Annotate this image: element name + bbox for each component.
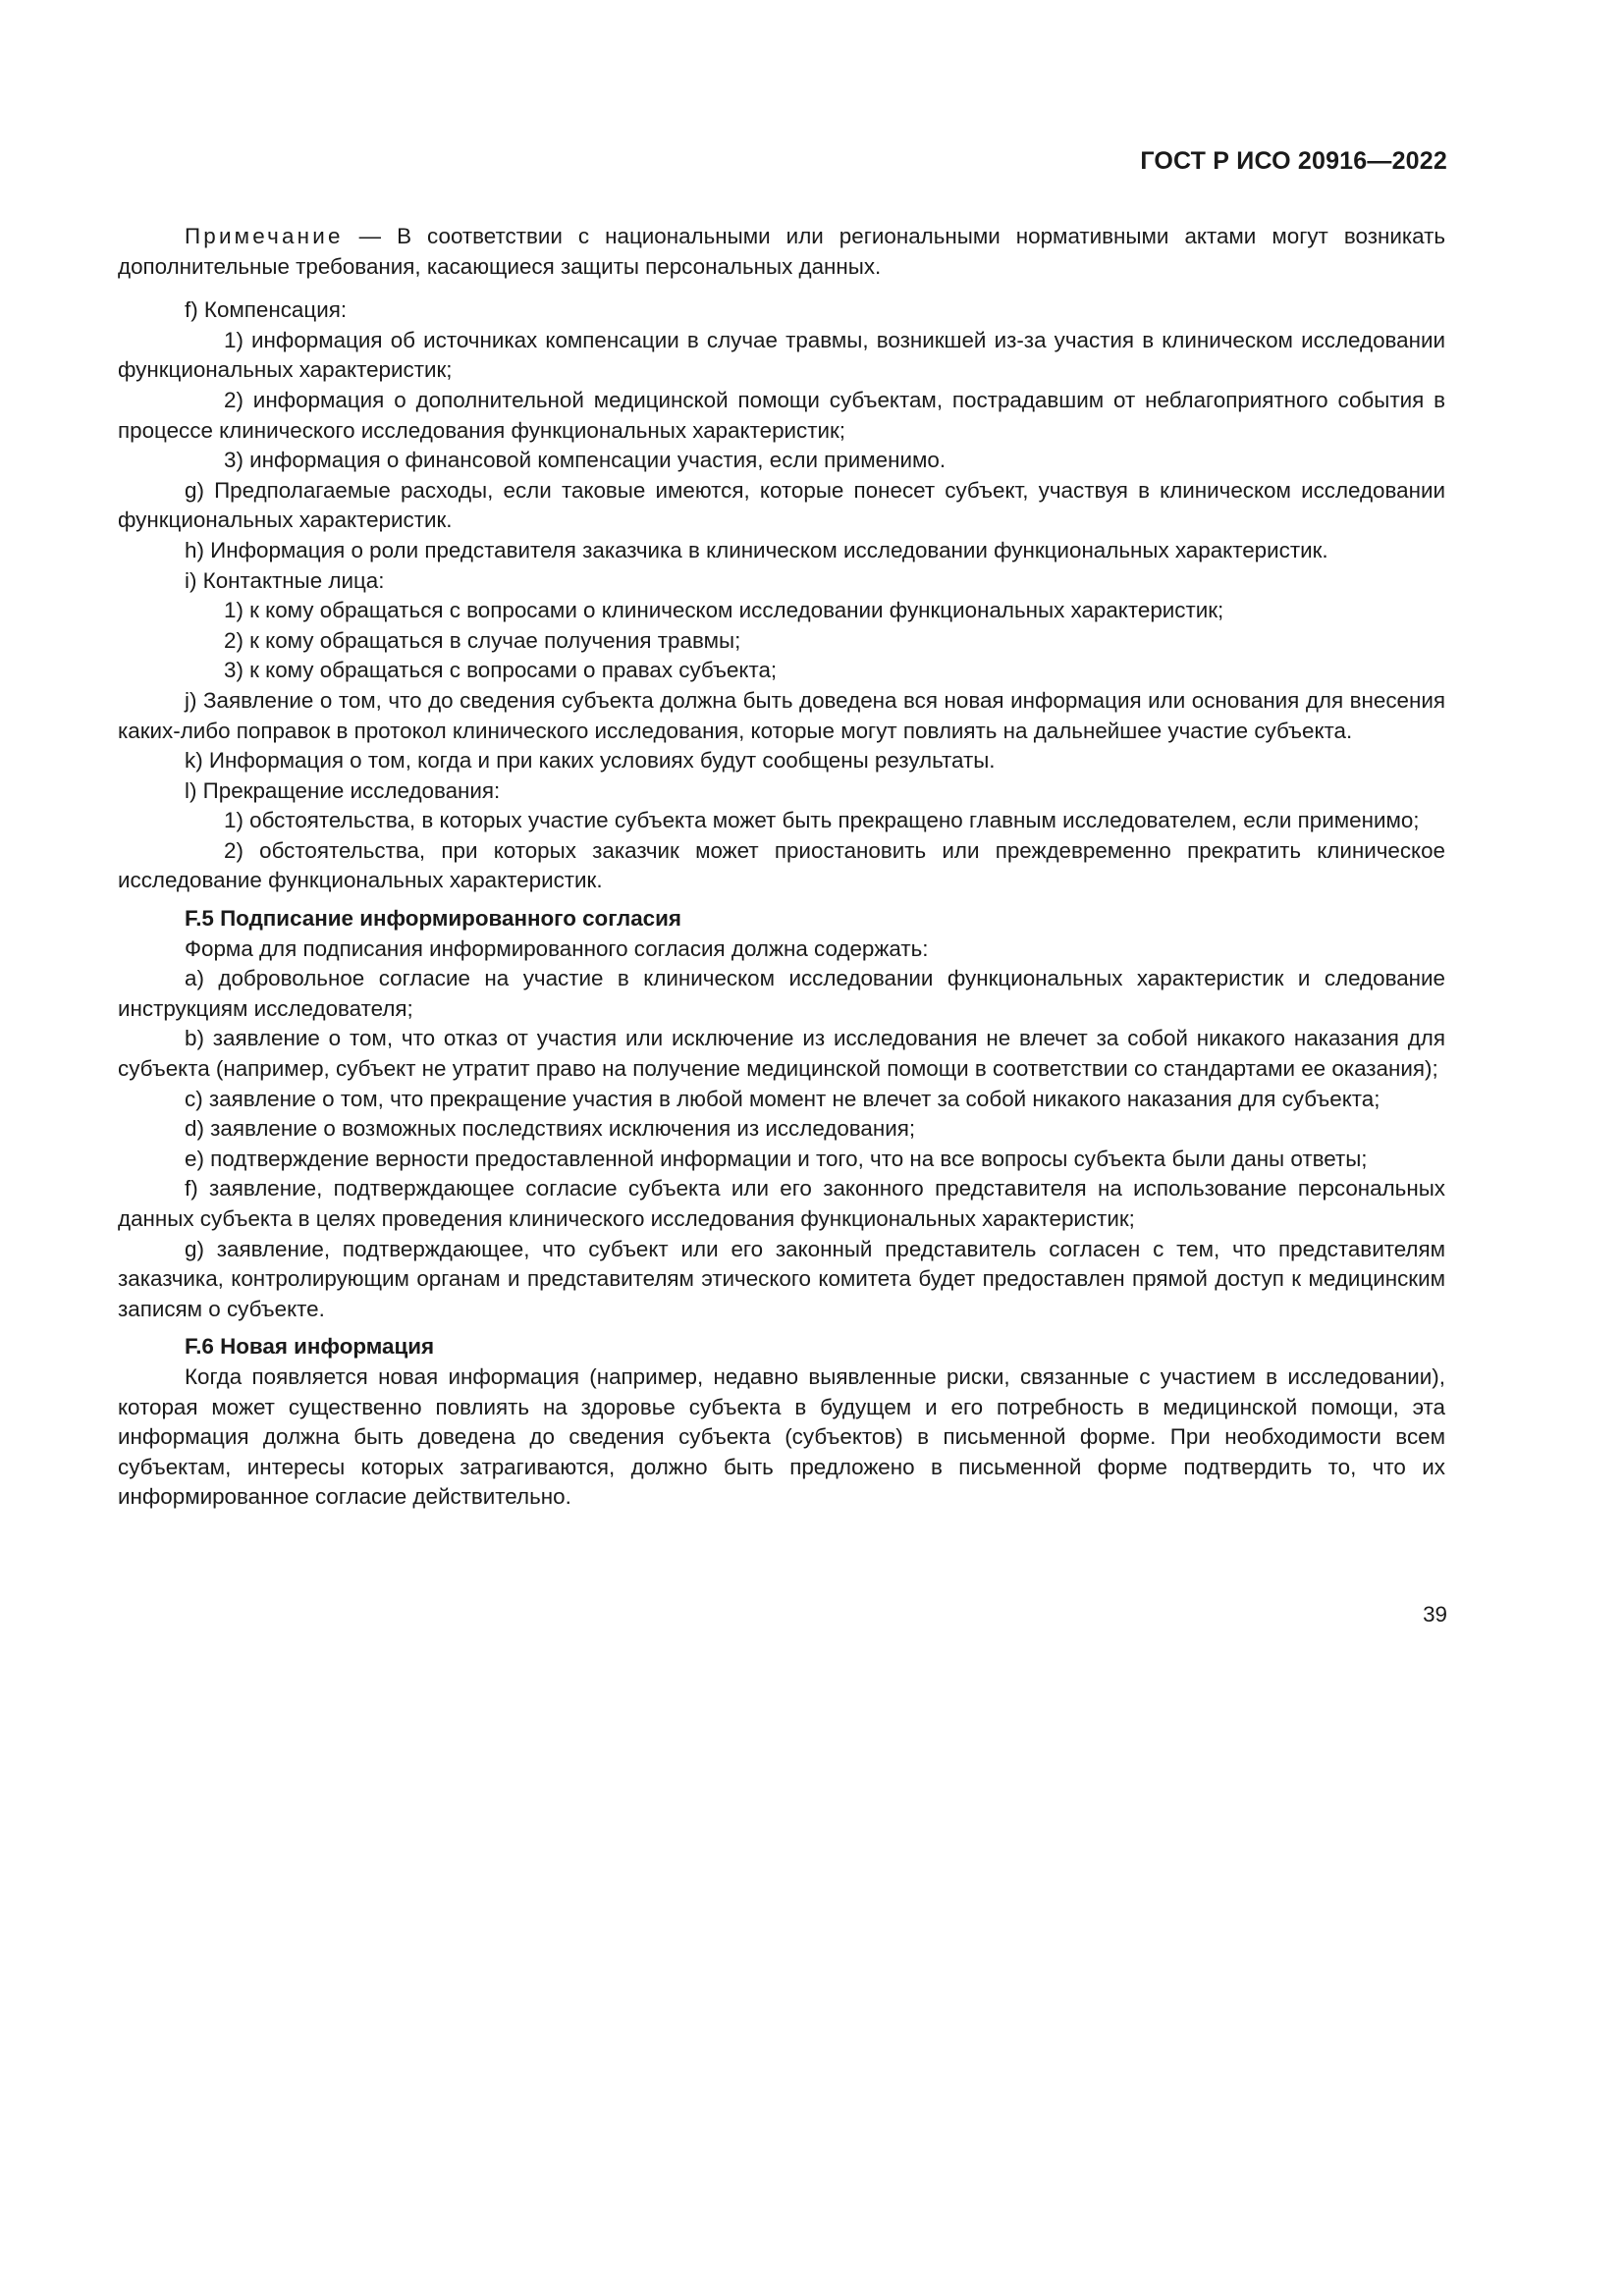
section-f5-heading: F.5 Подписание информированного согласия bbox=[185, 906, 681, 932]
section-f5-item-a: а) добровольное согласие на участие в клиническом исследовании функциональных характеристик и следование инструкциям исследователя; bbox=[118, 966, 1445, 1021]
section-f5-item-d: d) заявление о возможных последствиях исключения из исследования; bbox=[185, 1116, 916, 1142]
section-f5-item-b: b) заявление о том, что отказ от участия или исключение из исследования не влечет за собой никакого наказания для субъекта (например, субъект не утратит право на получение медицинской помощи в соответствии со стандартами ее оказания); bbox=[118, 1026, 1445, 1082]
item-l-sub-1: 1) обстоятельства, в которых участие субъекта может быть прекращено главным исследователем, если применимо; bbox=[224, 808, 1420, 833]
item-i-sub-1: 1) к кому обращаться с вопросами о клиническом исследовании функциональных характеристик; bbox=[224, 598, 1224, 623]
document-body bbox=[118, 222, 1445, 1513]
document-code-header: ГОСТ Р ИСО 20916—2022 bbox=[1140, 147, 1447, 175]
item-h: h) Информация о роли представителя заказчика в клиническом исследовании функциональных характеристик. bbox=[185, 537, 1328, 562]
item-i-title: i) Контактные лица: bbox=[185, 567, 385, 593]
section-f5-item-f: f) заявление, подтверждающее согласие субъекта или его законного представителя на использование персональных данных субъекта в целях проведения клинического исследования функциональных характеристик; bbox=[118, 1176, 1445, 1231]
note-label: Примечание bbox=[185, 224, 344, 248]
item-g: g) Предполагаемые расходы, если таковые имеются, которые понесет субъект, участвуя в клиническом исследовании функциональных характеристик. bbox=[118, 477, 1445, 533]
note-paragraph bbox=[118, 222, 1445, 282]
page-number: 39 bbox=[1423, 1602, 1447, 1627]
section-f6-text: Когда появляется новая информация (например, недавно выявленные риски, связанные с участием в исследовании), которая может существенно повлиять на здоровье субъекта в будущем и его потребность в медицинской помощи, эта информация должна быть доведена до сведения субъекта (субъектов) в письменной форме. При необходимости всем субъектам, интересы которых затрагиваются, должно быть предложено в письменной форме подтвердить то, что их информированное согласие действительно. bbox=[118, 1363, 1445, 1510]
item-j: j) Заявление о том, что до сведения субъекта должна быть доведена вся новая информация или основания для внесения каких-либо поправок в протокол клинического исследования, которые могут повлиять на дальнейшее участие субъекта. bbox=[118, 687, 1445, 743]
section-f5-intro: Форма для подписания информированного согласия должна содержать: bbox=[185, 935, 929, 961]
section-f5-item-g: g) заявление, подтверждающее, что субъект или его законный представитель согласен с тем, что представителям заказчика, контролирующим органам и представителям этического комитета будет предоставлен прямой доступ к медицинским записям о субъекте. bbox=[118, 1236, 1445, 1321]
note-text: — В соответствии с национальными или региональными нормативными актами могут возникать дополнительные требования, касающиеся защиты персональных данных. bbox=[118, 224, 1445, 279]
item-f-sub-1: 1) информация об источниках компенсации в случае травмы, возникшей из-за участия в клиническом исследовании функциональных характеристик; bbox=[118, 327, 1445, 383]
section-f5-item-e: e) подтверждение верности предоставленной информации и того, что на все вопросы субъекта были даны ответы; bbox=[185, 1146, 1368, 1171]
item-i-sub-2: 2) к кому обращаться в случае получения травмы; bbox=[224, 627, 741, 653]
item-l-sub-2: 2) обстоятельства, при которых заказчик может приостановить или преждевременно прекратить клиническое исследование функциональных характеристик. bbox=[118, 837, 1445, 893]
section-f5-item-c: c) заявление о том, что прекращение участия в любой момент не влечет за собой никакого наказания для субъекта; bbox=[185, 1086, 1380, 1111]
item-f-sub-3: 3) информация о финансовой компенсации участия, если применимо. bbox=[224, 448, 947, 473]
item-k: k) Информация о том, когда и при каких условиях будут сообщены результаты. bbox=[185, 748, 996, 774]
item-f-sub-2: 2) информация о дополнительной медицинской помощи субъектам, пострадавшим от неблагоприятного события в процессе клинического исследования функциональных характеристик; bbox=[118, 387, 1445, 443]
section-f6-heading: F.6 Новая информация bbox=[185, 1334, 435, 1360]
item-l-title: l) Прекращение исследования: bbox=[185, 777, 501, 803]
item-i-sub-3: 3) к кому обращаться с вопросами о правах субъекта; bbox=[224, 658, 778, 683]
item-f-title: f) Компенсация: bbox=[185, 297, 348, 323]
